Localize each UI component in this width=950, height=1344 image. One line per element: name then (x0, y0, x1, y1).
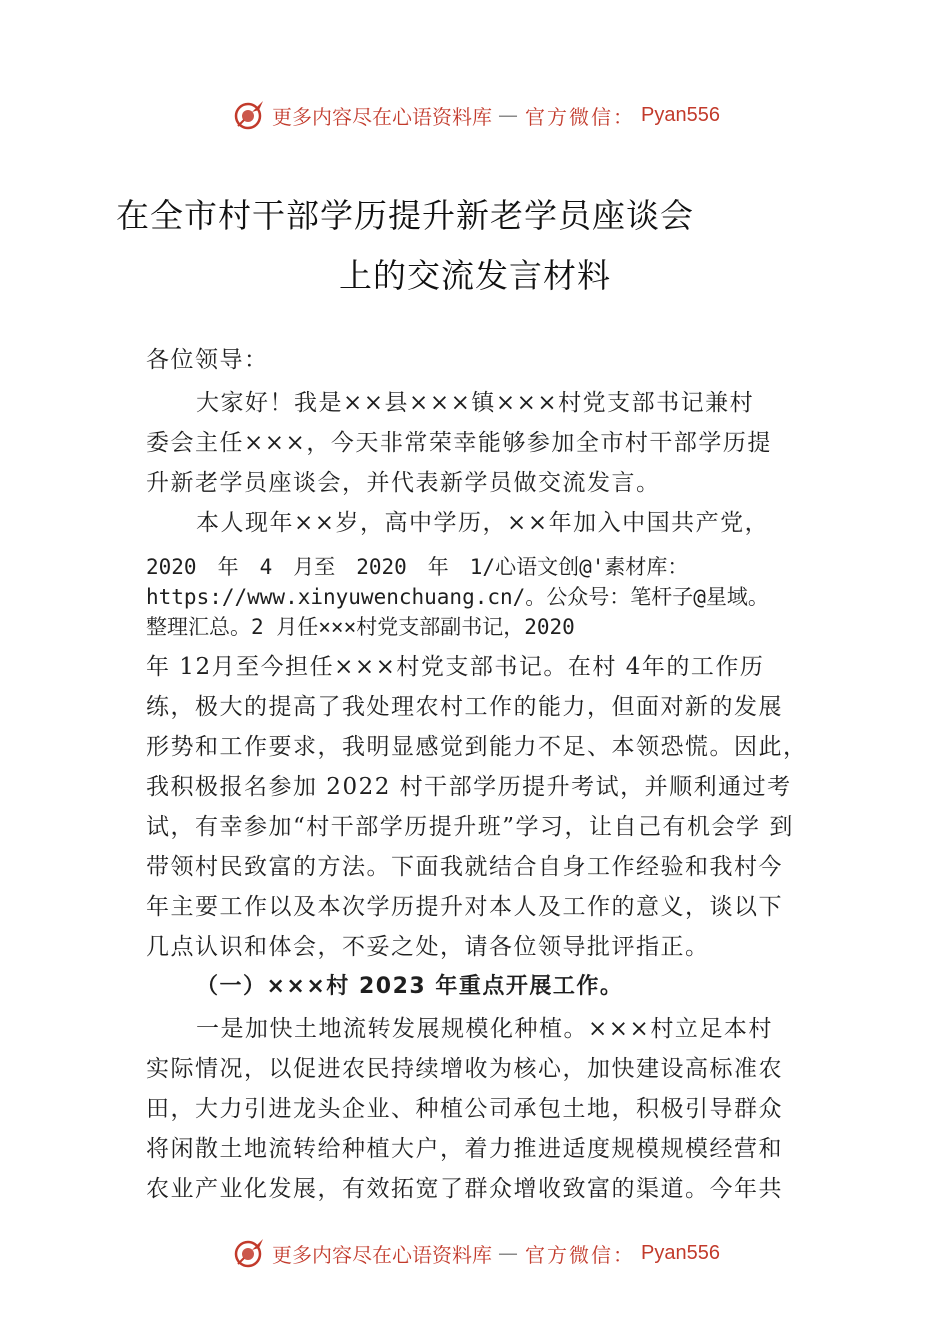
paragraph-line: 年 12月至今担任×××村党支部书记。在村 4年的工作历 (146, 654, 765, 680)
banner-wechat-id: Pyan556 (641, 1241, 720, 1264)
watermark-banner-bottom (232, 1236, 720, 1270)
quill-logo-icon (232, 98, 266, 132)
banner-wechat-label: 官方微信： (525, 104, 635, 129)
banner-wechat-label: 官方微信： (525, 1242, 635, 1267)
paragraph-line: 带领村民致富的方法。下面我就结合自身工作经验和我村今 (146, 854, 783, 880)
paragraph-line: 年主要工作以及本次学历提升对本人及工作的意义，谈以下 (146, 894, 783, 920)
document-title-line-2: 上的交流发言材料 (339, 256, 611, 295)
banner-separator: — (498, 1241, 519, 1265)
paragraph-line: 农业产业化发展，有效拓宽了群众增收致富的渠道。今年共 (146, 1176, 783, 1202)
section-heading: （一）×××村 2023 年重点开展工作。 (196, 974, 624, 999)
salutation: 各位领导： (146, 347, 269, 373)
paragraph-line: 大家好！我是××县×××镇×××村党支部书记兼村 (196, 390, 755, 416)
watermark-banner-top (232, 98, 720, 132)
paragraph-line: 一是加快土地流转发展规模化种植。×××村立足本村 (196, 1016, 773, 1042)
document-title-line-1: 在全市村干部学历提升新老学员座谈会 (116, 196, 694, 235)
paragraph-line: 试，有幸参加“村干部学历提升班”学习，让自己有机会学 到 (146, 814, 794, 840)
banner-wechat-id: Pyan556 (641, 103, 720, 126)
paragraph-line: 实际情况，以促进农民持续增收为核心，加快建设高标准农 (146, 1056, 783, 1082)
banner-separator: — (498, 103, 519, 127)
paragraph-line: 我积极报名参加 2022 村干部学历提升考试，并顺利通过考 (146, 774, 792, 800)
paragraph-line: 委会主任×××，今天非常荣幸能够参加全市村干部学历提 (146, 430, 772, 456)
paragraph-line: 整理汇总。2 月任×××村党支部副书记，2020 (146, 615, 575, 639)
paragraph-line: 2020 年 4 月至 2020 年 1/心语文创@'素材库： (146, 555, 689, 579)
banner-main-text: 更多内容尽在心语资料库 (272, 104, 492, 129)
paragraph-line: 田，大力引进龙头企业、种植公司承包土地，积极引导群众 (146, 1096, 783, 1122)
paragraph-line: 练，极大的提高了我处理农村工作的能力，但面对新的发展 (146, 694, 783, 720)
paragraph-line: 将闲散土地流转给种植大户，着力推进适度规模规模经营和 (146, 1136, 783, 1162)
paragraph-line: https://www.xinyuwenchuang.cn/。公众号：笔杆子@星域。 (146, 585, 769, 609)
quill-logo-icon (232, 1236, 266, 1270)
paragraph-line: 本人现年××岁，高中学历，××年加入中国共产党， (196, 510, 770, 536)
banner-main-text: 更多内容尽在心语资料库 (272, 1242, 492, 1267)
paragraph-line: 形势和工作要求，我明显感觉到能力不足、本领恐慌。因此， (146, 734, 808, 760)
paragraph-line: 升新老学员座谈会，并代表新学员做交流发言。 (146, 470, 661, 496)
paragraph-line: 几点认识和体会，不妥之处，请各位领导批评指正。 (146, 934, 710, 960)
